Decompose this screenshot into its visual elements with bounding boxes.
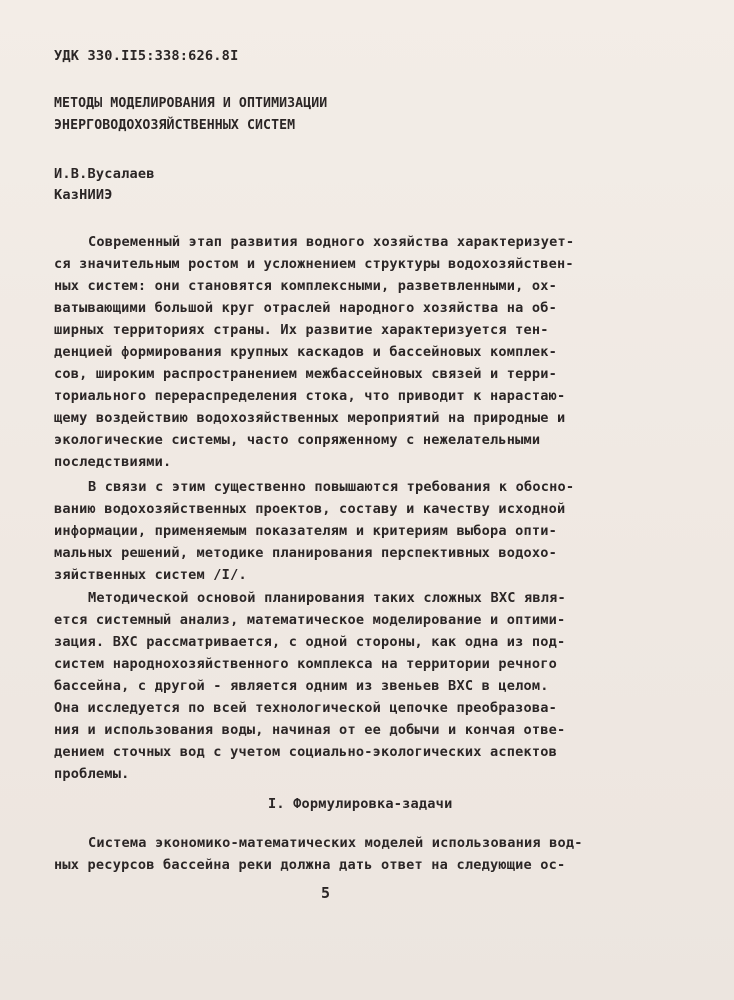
paragraph-1-line: экологические системы, часто сопряженному с нежелательными bbox=[54, 432, 541, 448]
paragraph-1-line: сов, широким распространением межбассейновых связей и терри- bbox=[54, 366, 558, 382]
paragraph-3-line: проблемы. bbox=[54, 766, 130, 782]
title-line-1: МЕТОДЫ МОДЕЛИРОВАНИЯ И ОПТИМИЗАЦИИ bbox=[54, 96, 328, 111]
title-line-2: ЭНЕРГОВОДОХОЗЯЙСТВЕННЫХ СИСТЕМ bbox=[54, 118, 296, 133]
paragraph-3-line: зация. ВХС рассматривается, с одной стороны, как одна из под- bbox=[54, 634, 566, 650]
paragraph-2-line: зяйственных систем /I/. bbox=[54, 567, 247, 583]
paragraph-3-line: Она исследуется по всей технологической цепочке преобразова- bbox=[54, 700, 558, 716]
paragraph-2-line: мальных решений, методике планирования перспективных водохо- bbox=[54, 545, 558, 561]
paragraph-1-line: ватывающими большой круг отраслей народного хозяйства на об- bbox=[54, 300, 558, 316]
udc-code: УДК 330.II5:338:626.8I bbox=[54, 48, 239, 64]
author-name: И.В.Вусалаев bbox=[54, 166, 155, 182]
paragraph-3-line: ется системный анализ, математическое моделирование и оптими- bbox=[54, 612, 566, 628]
paragraph-1-line: денцией формирования крупных каскадов и бассейновых комплек- bbox=[54, 344, 558, 360]
section-heading: I. Формулировка-задачи bbox=[268, 796, 453, 812]
paragraph-3-line: дением сточных вод с учетом социально-экологических аспектов bbox=[54, 744, 558, 760]
author-affiliation: КазНИИЭ bbox=[54, 187, 113, 203]
paragraph-1-line: щему воздействию водохозяйственных мероприятий на природные и bbox=[54, 410, 566, 426]
paragraph-2-line: информации, применяемым показателям и критериям выбора опти- bbox=[54, 523, 558, 539]
paragraph-3-line: систем народнохозяйственного комплекса на территории речного bbox=[54, 656, 558, 672]
final-paragraph-line: ных ресурсов бассейна реки должна дать ответ на следующие ос- bbox=[54, 857, 566, 873]
paragraph-3-line: ния и использования воды, начиная от ее добычи и кончая отве- bbox=[54, 722, 566, 738]
paragraph-3-line: Методической основой планирования таких сложных ВХС явля- bbox=[88, 590, 566, 606]
paragraph-1-line: ных систем: они становятся комплексными, разветвленными, ох- bbox=[54, 278, 558, 294]
paragraph-1-line: ся значительным ростом и усложнением структуры водохозяйствен- bbox=[54, 256, 574, 272]
final-paragraph-line: Система экономико-математических моделей использования вод- bbox=[88, 835, 583, 851]
paragraph-2-line: В связи с этим существенно повышаются требования к обосно- bbox=[88, 479, 575, 495]
page-number: 5 bbox=[321, 884, 331, 902]
paragraph-1-line: последствиями. bbox=[54, 454, 172, 470]
paragraph-1-line: Современный этап развития водного хозяйства характеризует- bbox=[88, 234, 575, 250]
paragraph-3-line: бассейна, с другой - является одним из звеньев ВХС в целом. bbox=[54, 678, 549, 694]
paragraph-2-line: ванию водохозяйственных проектов, составу и качеству исходной bbox=[54, 501, 566, 517]
paragraph-1-line: ширных территориях страны. Их развитие характеризуется тен- bbox=[54, 322, 549, 338]
paragraph-1-line: ториального перераспределения стока, что приводит к нарастаю- bbox=[54, 388, 566, 404]
